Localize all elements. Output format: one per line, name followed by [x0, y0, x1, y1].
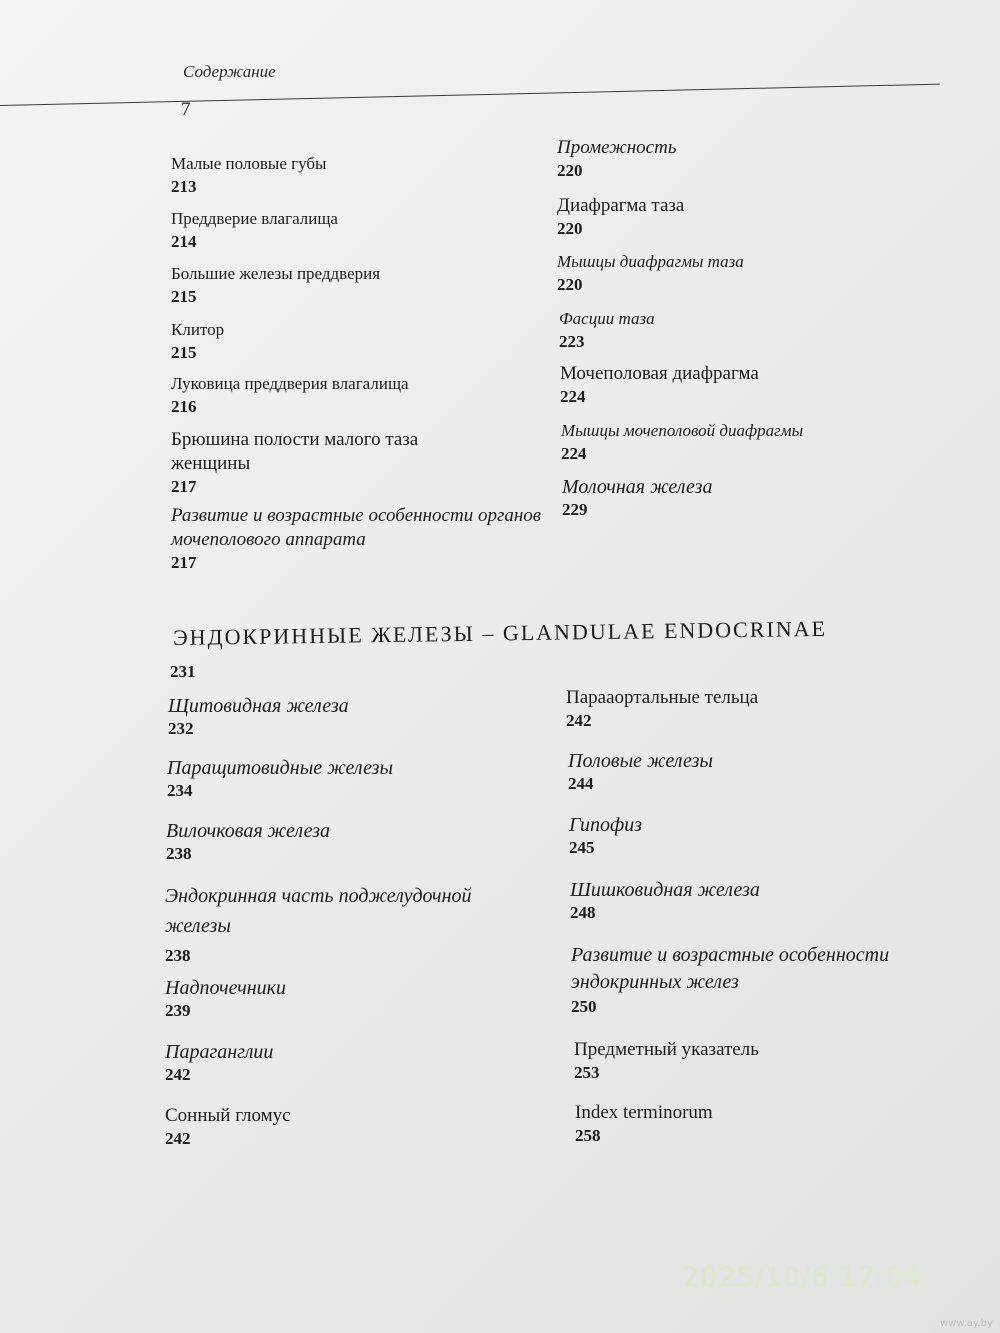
- toc-entry-page: 253: [574, 1063, 600, 1082]
- toc-entry-page: 213: [171, 177, 197, 196]
- toc-entry: [171, 504, 551, 584]
- toc-entry-page: 250: [571, 997, 597, 1016]
- toc-entry-page: 215: [171, 287, 197, 306]
- toc-entry: [165, 756, 545, 819]
- toc-entry-page: 216: [171, 397, 197, 416]
- toc-entry-title: Большие железы преддверия: [171, 264, 381, 283]
- toc-entry: [557, 250, 887, 307]
- toc-entry: [557, 307, 887, 362]
- toc-entry-title: Преддверие влагалища: [171, 209, 338, 228]
- toc-entry-title: Малые половые губы: [171, 154, 327, 173]
- toc-entry-page: 244: [568, 774, 594, 793]
- toc-entry: [557, 136, 887, 194]
- toc-entry: [566, 1038, 976, 1101]
- toc-entry-page: 224: [560, 387, 586, 406]
- toc-entry-title: Надпочечники: [165, 977, 287, 999]
- toc-entry: [566, 686, 976, 749]
- toc-entry-page: 258: [575, 1126, 601, 1145]
- toc-entry: [165, 819, 545, 881]
- toc-entry: [171, 207, 551, 262]
- toc-entry-page: 229: [562, 500, 588, 519]
- toc-entry-title: Index terminorum: [575, 1102, 713, 1123]
- toc-column-lower-left: [165, 694, 545, 1164]
- toc-entry: [165, 976, 545, 1040]
- toc-column-upper-right: [557, 136, 887, 531]
- toc-entry: [171, 152, 551, 207]
- toc-entry-title: Эндокринная часть поджелудочной железы: [165, 885, 472, 937]
- toc-entry: [165, 1040, 545, 1104]
- toc-entry-page: 242: [165, 1065, 191, 1084]
- toc-entry-title: Луковица преддверия влагалища: [171, 374, 409, 393]
- toc-entry: [566, 749, 976, 813]
- toc-entry-title: Фасции таза: [559, 309, 655, 328]
- toc-entry: [557, 362, 887, 419]
- header-rule: [0, 84, 940, 106]
- toc-entry-page: 220: [557, 275, 583, 294]
- toc-entry: [171, 318, 551, 372]
- toc-entry-page: 220: [557, 219, 583, 238]
- toc-entry-title: Развитие и возрастные особенности органов мочеполового аппарата: [171, 505, 542, 550]
- toc-entry-title: Промежность: [557, 137, 677, 158]
- toc-entry-page: 234: [167, 781, 193, 800]
- toc-entry-page: 238: [166, 844, 192, 863]
- toc-entry-page: 214: [171, 232, 197, 251]
- toc-entry: [566, 942, 971, 1038]
- toc-entry: [165, 694, 545, 756]
- toc-entry-page: 245: [569, 838, 595, 857]
- section-page: 231: [170, 662, 196, 681]
- toc-entry-page: 217: [171, 553, 197, 572]
- toc-entry-title: Паращитовидные железы: [167, 757, 394, 779]
- toc-entry: [557, 475, 887, 531]
- toc-entry-title: Предметный указатель: [574, 1039, 759, 1060]
- toc-entry: [557, 419, 887, 475]
- page-number: 7: [181, 99, 191, 120]
- toc-entry-title: Парааортальные тельца: [566, 687, 759, 708]
- toc-entry-page: 223: [559, 332, 585, 351]
- toc-entry-page: 239: [165, 1001, 191, 1020]
- toc-entry-title: Мышцы диафрагмы таза: [557, 252, 744, 271]
- toc-entry-page: 248: [570, 903, 596, 922]
- running-header: Содержание: [183, 62, 276, 81]
- section-heading: ЭНДОКРИННЫЕ ЖЕЛЕЗЫ – GLANDULAE ENDOCRINAE: [173, 615, 828, 650]
- toc-entry-page: 220: [557, 161, 583, 180]
- toc-entry-title: Параганглии: [165, 1041, 274, 1063]
- toc-entry-title: Половые железы: [568, 750, 713, 772]
- toc-entry-title: Развитие и возрастные особенности эндокринных желез: [571, 944, 890, 993]
- toc-entry: [165, 881, 535, 976]
- site-watermark: www.ay.by: [940, 1318, 993, 1329]
- toc-column-upper-left: [171, 152, 551, 584]
- toc-entry-page: 224: [561, 444, 587, 463]
- toc-entry: [557, 194, 887, 250]
- toc-entry-title: Клитор: [171, 320, 225, 339]
- toc-entry-title: Вилочковая железа: [166, 820, 330, 842]
- toc-entry: [165, 1104, 545, 1164]
- toc-entry: [171, 428, 471, 504]
- toc-entry-title: Мышцы мочеполовой диафрагмы: [561, 421, 804, 440]
- toc-entry-title: Шишковидная железа: [570, 879, 760, 901]
- toc-entry-page: 215: [171, 343, 197, 362]
- toc-entry: [566, 878, 976, 942]
- toc-entry-page: 217: [171, 477, 197, 496]
- toc-entry-page: 238: [165, 946, 191, 965]
- toc-entry-page: 232: [168, 719, 194, 738]
- toc-entry-title: Молочная железа: [562, 476, 713, 498]
- toc-entry: [566, 813, 976, 878]
- toc-entry-title: Гипофиз: [569, 814, 642, 836]
- toc-entry-title: Мочеполовая диафрагма: [560, 363, 759, 384]
- toc-entry-title: Сонный гломус: [165, 1105, 291, 1126]
- toc-entry-title: Щитовидная железа: [168, 695, 349, 717]
- toc-entry-title: Диафрагма таза: [557, 195, 685, 216]
- toc-entry-title: Брюшина полости малого таза женщины: [171, 429, 419, 474]
- toc-column-lower-right: [566, 686, 976, 1161]
- toc-entry-page: 242: [165, 1129, 191, 1148]
- toc-entry: [566, 1101, 976, 1161]
- photo-timestamp: 2025/10/6 17:04: [682, 1262, 922, 1293]
- toc-entry: [171, 372, 551, 428]
- toc-entry: [171, 262, 551, 318]
- toc-entry-page: 242: [566, 711, 592, 730]
